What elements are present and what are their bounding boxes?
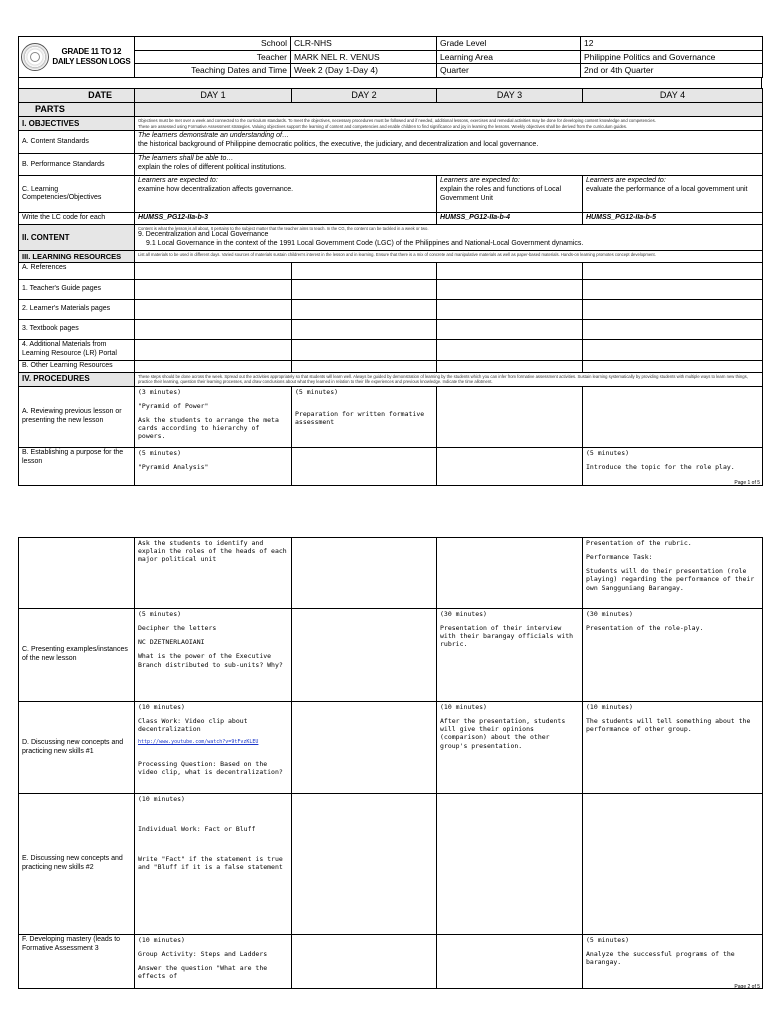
dates-label: Teaching Dates and Time <box>135 64 291 78</box>
cont-day4 <box>583 538 763 609</box>
learning-resources-note: List all materials to be used in different days. Varied sources of materials sustain children's interest in the lesson and in learning. Ensure that there is a mix of concrete and manipulative materials as well as paper-based materials. Hands-on learning promotes concept development. <box>135 250 763 262</box>
other-day3 <box>437 360 583 372</box>
performance-standards-label: B. Performance Standards <box>19 154 135 176</box>
lc-code-day1: HUMSS_PG12-IIa-b-3 <box>135 213 437 225</box>
day1-header: DAY 1 <box>135 88 292 102</box>
content-line1: 9. Decentralization and Local Governance <box>138 231 269 239</box>
tg-day1 <box>135 280 292 300</box>
area-value: Philippine Politics and Governance <box>581 50 763 64</box>
competencies-day4 <box>583 176 763 213</box>
day3-header: DAY 3 <box>437 88 583 102</box>
objectives-note2: These are assessed using Formative Assessment strategies. Valuing objectives support the learning of content and competencies and enable children to find significance and joy in learning the lessons. Weekly objectives shall be derived from the curriculum guides. <box>138 123 628 129</box>
proc-b-day1-title: "Pyramid Analysis" <box>138 463 209 472</box>
deped-seal-icon <box>21 43 49 71</box>
proc-d-day4 <box>583 702 763 794</box>
objectives-note1: Objectives must be met over a week and connected to the curriculum standards. To meet the objectives, necessary procedures must be followed and if needed, additional lessons, exercises and remedial activities may be done for developing content knowledge and competencies. <box>138 118 656 124</box>
lm-day4 <box>583 300 763 320</box>
spacer <box>18 78 762 88</box>
other-resources-label: B. Other Learning Resources <box>19 360 135 372</box>
proc-e-day4 <box>583 794 763 935</box>
objectives-label: I. OBJECTIVES <box>19 117 135 131</box>
tb-label: 3. Textbook pages <box>19 320 135 340</box>
proc-c-day3-text: Presentation of their interview with their barangay officials with rubric. <box>440 624 574 649</box>
day4-header: DAY 4 <box>583 88 763 102</box>
proc-c-day1 <box>135 609 292 702</box>
proc-d-day4-time: (10 minutes) <box>586 703 633 711</box>
proc-f-day1-time: (10 minutes) <box>138 936 185 944</box>
objectives-note <box>135 117 763 131</box>
performance-standards-text: explain the roles of different political institutions. <box>138 164 287 172</box>
competencies-day3-text: explain the roles and functions of Local Government Unit <box>440 186 562 202</box>
tg-day2 <box>292 280 437 300</box>
parts-header-fill <box>135 103 763 117</box>
other-day2 <box>292 360 437 372</box>
other-day4 <box>583 360 763 372</box>
content-label: II. CONTENT <box>19 225 135 251</box>
proc-e-day1-time: (10 minutes) <box>138 795 185 803</box>
cont-day2 <box>292 538 437 609</box>
grade-value: 12 <box>581 37 763 51</box>
grade-label: Grade Level <box>437 37 581 51</box>
competencies-day3 <box>437 176 583 213</box>
proc-d-day2 <box>292 702 437 794</box>
procedures-label: IV. PROCEDURES <box>19 372 135 386</box>
proc-d-day3 <box>437 702 583 794</box>
proc-a-day2-text: Preparation for written formative assessment <box>295 409 425 426</box>
other-day1 <box>135 360 292 372</box>
proc-e-day1 <box>135 794 292 935</box>
cont-day3 <box>437 538 583 609</box>
tb-day1 <box>135 320 292 340</box>
video-link[interactable]: http://www.youtube.com/watch?v=9tFvzKLEU <box>138 739 259 746</box>
teacher-label: Teacher <box>135 50 291 64</box>
proc-c-day3-time: (30 minutes) <box>440 610 487 618</box>
title-line1: GRADE 11 TO 12 <box>61 47 122 57</box>
proc-c-day4-time: (30 minutes) <box>586 610 633 618</box>
date-header: DATE <box>19 88 135 102</box>
proc-b-day4-time: (5 minutes) <box>586 449 630 458</box>
tg-day3 <box>437 280 583 300</box>
tb-day4 <box>583 320 763 340</box>
page1-footer: Page 1 of 5 <box>734 480 760 486</box>
page-1 <box>18 36 762 486</box>
cont-day4-rubric: Presentation of the rubric. <box>586 539 692 547</box>
lm-label: 2. Learner's Materials pages <box>19 300 135 320</box>
proc-b-day3 <box>437 448 583 486</box>
parts-header: PARTS <box>19 103 135 117</box>
school-value: CLR-NHS <box>291 37 437 51</box>
content-line2: 9.1 Local Governance in the context of the 1991 Local Government Code (LGC) of the Philippines and National-Local Government dynamics. <box>146 240 584 248</box>
cont-day4-task: Performance Task: <box>586 553 653 562</box>
competencies-lead-day4: Learners are expected to: <box>586 177 666 185</box>
references-day1 <box>135 263 292 280</box>
school-label: School <box>135 37 291 51</box>
competencies-label: C. Learning Competencies/Objectives <box>19 176 135 213</box>
competencies-day1 <box>135 176 437 213</box>
proc-a-day3 <box>437 386 583 448</box>
proc-b-day1 <box>135 448 292 486</box>
proc-d-day3-text: After the presentation, students will give their opinions (comparison) about the other group's presentation. <box>440 717 566 750</box>
lr-label: 4. Additional Materials from Learning Resource (LR) Portal <box>19 340 135 361</box>
quarter-value: 2nd or 4th Quarter <box>581 64 763 78</box>
title-line2: DAILY LESSON LOGS <box>52 56 131 66</box>
proc-f-day3 <box>437 935 583 989</box>
proc-c-day1-question: What is the power of the Executive Branch distributed to sub-units? Why? <box>138 652 283 669</box>
lc-code-day3: HUMSS_PG12-IIa-b-4 <box>437 213 583 225</box>
performance-standards-lead: The learners shall be able to… <box>138 155 234 163</box>
competencies-day1-text: examine how decentralization affects governance. <box>138 186 294 194</box>
cont-day1: Ask the students to identify and explain the roles of the heads of each major political unit <box>135 538 292 609</box>
proc-f-day1-title: Group Activity: Steps and Ladders <box>138 950 268 959</box>
procedures-note: These steps should be done across the week. Spread out the activities appropriately so that students will learn well. Always be guided by demonstration of learning by the students which you can infer from formative assessment activities. Sustain learning systematically by providing students with multiple ways to learn new things, practice their learning, question their learning processes, and draw conclusions about what they learned in relation to their life experiences and previous knowledge. Indicate the time allotment. <box>135 372 763 386</box>
proc-a-day1-time: (3 minutes) <box>138 387 182 396</box>
proc-f-day1 <box>135 935 292 989</box>
lr-day3 <box>437 340 583 361</box>
proc-e-label: E. Discussing new concepts and practicing new skills #2 <box>19 794 135 935</box>
proc-e-day1-text: Write "Fact" if the statement is true and "Bluff if it is a false statement <box>138 855 283 872</box>
lr-day2 <box>292 340 437 361</box>
performance-standards-cell <box>135 154 763 176</box>
lr-day1 <box>135 340 292 361</box>
logo-cell <box>19 37 135 78</box>
proc-a-day1-text: Ask the students to arrange the meta cards according to hierarchy of powers. <box>138 415 279 440</box>
proc-e-day2 <box>292 794 437 935</box>
proc-f-day4-text: Analyze the successful programs of the barangay. <box>586 950 735 967</box>
content-standards-cell <box>135 131 763 154</box>
page-2 <box>18 537 762 989</box>
learning-resources-label: III. LEARNING RESOURCES <box>19 250 135 262</box>
proc-d-day1 <box>135 702 292 794</box>
proc-d-day4-text: The students will tell something about the performance of other group. <box>586 717 751 734</box>
proc-a-day1 <box>135 386 292 448</box>
lm-day3 <box>437 300 583 320</box>
references-day2 <box>292 263 437 280</box>
day2-header: DAY 2 <box>292 88 437 102</box>
proc-c-day2 <box>292 609 437 702</box>
tg-label: 1. Teacher's Guide pages <box>19 280 135 300</box>
proc-b-label: B. Establishing a purpose for the lesson <box>19 448 135 486</box>
content-standards-lead: The learners demonstrate an understanding of… <box>138 132 289 140</box>
proc-c-day1-time: (5 minutes) <box>138 610 182 618</box>
dll-title <box>51 47 131 66</box>
proc-d-label: D. Discussing new concepts and practicing new skills #1 <box>19 702 135 794</box>
proc-a-day2-time: (5 minutes) <box>295 387 339 396</box>
proc-f-day1-text: Answer the question "What are the effects of <box>138 964 268 981</box>
page2-footer: Page 2 of 5 <box>734 984 760 990</box>
lm-day1 <box>135 300 292 320</box>
proc-f-day4-time: (5 minutes) <box>586 936 630 944</box>
lr-day4 <box>583 340 763 361</box>
proc-f-day4 <box>583 935 763 989</box>
proc-e-day1-title: Individual Work: Fact or Bluff <box>138 825 256 834</box>
proc-c-day1-code: NC DZETNERLAOIANI <box>138 638 205 647</box>
references-label: A. References <box>19 263 135 280</box>
proc-d-day1-question: Processing Question: Based on the video clip, what is decentralization? <box>138 759 283 776</box>
proc-a-label: A. Reviewing previous lesson or presenting the new lesson <box>19 386 135 448</box>
cont-day4-text: Students will do their presentation (role playing) regarding the performance of their own Sangguniang Barangay. <box>586 567 755 592</box>
lm-day2 <box>292 300 437 320</box>
teacher-value: MARK NEL R. VENUS <box>291 50 437 64</box>
references-day3 <box>437 263 583 280</box>
proc-b-day4-text: Introduce the topic for the role play. <box>586 463 735 472</box>
proc-c-day4-text: Presentation of the role-play. <box>586 624 704 633</box>
proc-b-day1-time: (5 minutes) <box>138 449 182 458</box>
dates-value: Week 2 (Day 1-Day 4) <box>291 64 437 78</box>
proc-a-day1-title: "Pyramid of Power" <box>138 401 209 410</box>
content-standards-label: A. Content Standards <box>19 131 135 154</box>
lc-code-day4: HUMSS_PG12-IIa-b-5 <box>583 213 763 225</box>
competencies-day4-text: evaluate the performance of a local government unit <box>586 186 748 194</box>
quarter-label: Quarter <box>437 64 581 78</box>
cont-label <box>19 538 135 609</box>
tb-day3 <box>437 320 583 340</box>
area-label: Learning Area <box>437 50 581 64</box>
proc-d-day1-time: (10 minutes) <box>138 703 185 711</box>
proc-a-day4 <box>583 386 763 448</box>
references-day4 <box>583 263 763 280</box>
competencies-lead-day1: Learners are expected to: <box>138 177 218 185</box>
proc-c-day3 <box>437 609 583 702</box>
proc-b-day2 <box>292 448 437 486</box>
content-cell <box>135 225 763 251</box>
lesson-table-page1 <box>18 88 763 486</box>
content-note: Content is what the lesson is all about. It pertains to the subject matter that the teacher aims to teach. In the CG, the content can be tackled in a week or two. <box>138 226 429 232</box>
proc-f-label: F. Developing mastery (leads to Formative Assessment 3 <box>19 935 135 989</box>
proc-a-day2 <box>292 386 437 448</box>
proc-e-day3 <box>437 794 583 935</box>
proc-c-label: C. Presenting examples/instances of the new lesson <box>19 609 135 702</box>
lc-code-label: Write the LC code for each <box>19 213 135 225</box>
tb-day2 <box>292 320 437 340</box>
proc-c-day4 <box>583 609 763 702</box>
content-standards-text: the historical background of Philippine democratic politics, the executive, the judiciary, and decentralization and local governance. <box>138 141 539 149</box>
tg-day4 <box>583 280 763 300</box>
proc-d-day3-time: (10 minutes) <box>440 703 487 711</box>
competencies-lead-day3: Learners are expected to: <box>440 177 520 185</box>
proc-d-day1-title: Class Work: Video clip about decentralization <box>138 717 248 734</box>
proc-c-day1-title: Decipher the letters <box>138 624 217 633</box>
proc-f-day2 <box>292 935 437 989</box>
header-table <box>18 36 763 78</box>
lesson-table-page2 <box>18 537 763 989</box>
